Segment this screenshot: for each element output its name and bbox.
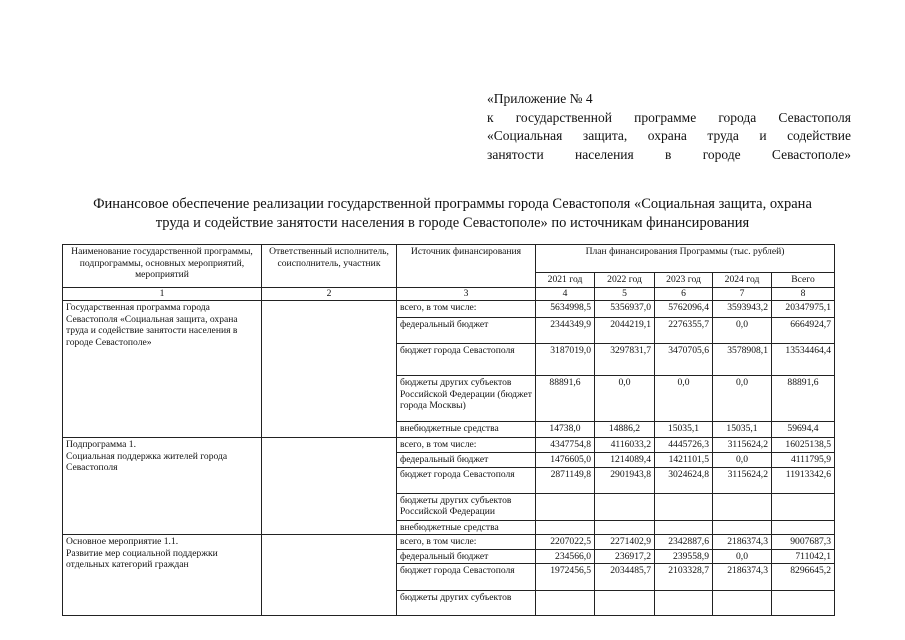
value-2024: 15035,1	[713, 422, 772, 438]
value-2024: 3593943,2	[713, 301, 772, 318]
header-name: Наименование государственной программы, подпрограммы, основных мероприятий, мероприятий	[63, 245, 262, 288]
value-total: 711042,1	[772, 549, 835, 564]
value-2021: 2344349,9	[536, 318, 595, 344]
value-2023	[655, 520, 713, 535]
value-2024: 2186374,3	[713, 564, 772, 591]
source-cell: бюджет города Севастополя	[397, 564, 536, 591]
value-2024	[713, 520, 772, 535]
value-total	[772, 493, 835, 520]
table-row	[63, 438, 835, 453]
value-2023	[655, 493, 713, 520]
value-2022: 2901943,8	[595, 467, 655, 493]
value-total: 4111795,9	[772, 452, 835, 467]
value-2022	[595, 591, 655, 616]
header-year-2024: 2024 год	[713, 273, 772, 288]
value-2023	[655, 591, 713, 616]
header-source: Источник финансирования	[397, 245, 536, 288]
value-total: 6664924,7	[772, 318, 835, 344]
value-2023: 5762096,4	[655, 301, 713, 318]
column-index: 4	[536, 288, 595, 301]
value-2022: 1214089,4	[595, 452, 655, 467]
source-cell: всего, в том числе:	[397, 301, 536, 318]
value-total: 59694,4	[772, 422, 835, 438]
appendix-number: «Приложение № 4	[487, 91, 593, 106]
source-cell: внебюджетные средства	[397, 422, 536, 438]
value-2022	[595, 493, 655, 520]
header-row	[63, 245, 835, 273]
source-cell: всего, в том числе:	[397, 535, 536, 550]
column-index: 5	[595, 288, 655, 301]
header-year-2022: 2022 год	[595, 273, 655, 288]
activity-title: Развитие мер социальной поддержки отдельных категорий граждан	[66, 547, 218, 570]
source-cell: внебюджетные средства	[397, 520, 536, 535]
value-2023: 2342887,6	[655, 535, 713, 550]
value-2022: 236917,2	[595, 549, 655, 564]
subprogram-number: Подпрограмма 1.	[66, 439, 136, 450]
value-2021: 2871149,8	[536, 467, 595, 493]
source-cell: бюджет города Севастополя	[397, 344, 536, 376]
value-2021: 1476605,0	[536, 452, 595, 467]
document-title	[40, 195, 865, 233]
header-year-2023: 2023 год	[655, 273, 713, 288]
column-index: 7	[713, 288, 772, 301]
value-total: 9007687,3	[772, 535, 835, 550]
column-index: 6	[655, 288, 713, 301]
column-index: 1	[63, 288, 262, 301]
value-2023: 3024624,8	[655, 467, 713, 493]
value-2022	[595, 520, 655, 535]
appendix-line: к государственной программе города Севастополя	[487, 109, 851, 125]
value-2023: 2103328,7	[655, 564, 713, 591]
value-2023: 0,0	[655, 376, 713, 422]
value-2021: 88891,6	[536, 376, 595, 422]
value-2021: 5634998,5	[536, 301, 595, 318]
source-cell: всего, в том числе:	[397, 438, 536, 453]
value-2021: 3187019,0	[536, 344, 595, 376]
value-total: 11913342,6	[772, 467, 835, 493]
value-2024: 0,0	[713, 318, 772, 344]
subprogram-name	[63, 438, 262, 535]
value-2022: 3297831,7	[595, 344, 655, 376]
subprogram-title: Социальная поддержка жителей города Севастополя	[66, 450, 228, 473]
source-cell: бюджет города Севастополя	[397, 467, 536, 493]
header-executor: Ответственный исполнитель, соисполнитель, участник	[262, 245, 397, 288]
source-cell: бюджеты других субъектов	[397, 591, 536, 616]
value-2023: 15035,1	[655, 422, 713, 438]
appendix-line: занятости населения в городе Севастополе»	[487, 146, 851, 162]
column-index: 2	[262, 288, 397, 301]
value-total: 16025138,5	[772, 438, 835, 453]
column-index: 8	[772, 288, 835, 301]
program-name: Государственная программа города Севастополя «Социальная защита, охрана труда и содействие занятости населения в городе Севастополе»	[63, 301, 262, 438]
source-cell: федеральный бюджет	[397, 452, 536, 467]
value-2023: 3470705,6	[655, 344, 713, 376]
value-2021: 1972456,5	[536, 564, 595, 591]
value-2024: 0,0	[713, 549, 772, 564]
header-year-2021: 2021 год	[536, 273, 595, 288]
activity-number: Основное мероприятие 1.1.	[66, 536, 179, 547]
value-total: 8296645,2	[772, 564, 835, 591]
value-2021: 4347754,8	[536, 438, 595, 453]
header-plan: План финансирования Программы (тыс. рублей)	[536, 245, 835, 273]
value-2024: 3578908,1	[713, 344, 772, 376]
value-2022: 4116033,2	[595, 438, 655, 453]
value-2023: 2276355,7	[655, 318, 713, 344]
title-line: труда и содействие занятости населения в городе Севастополе» по источникам финансирования	[155, 215, 750, 231]
value-total	[772, 520, 835, 535]
activity-name	[63, 535, 262, 616]
source-cell: федеральный бюджет	[397, 318, 536, 344]
source-cell: бюджеты других субъектов Российской Федерации (бюджет города Москвы)	[397, 376, 536, 422]
value-2021	[536, 493, 595, 520]
value-2022: 0,0	[595, 376, 655, 422]
source-cell: федеральный бюджет	[397, 549, 536, 564]
value-2024	[713, 493, 772, 520]
value-2023: 239558,9	[655, 549, 713, 564]
value-2024: 2186374,3	[713, 535, 772, 550]
executor-cell	[262, 438, 397, 535]
appendix-line: «Социальная защита, охрана труда и содействие	[487, 128, 851, 143]
value-total: 20347975,1	[772, 301, 835, 318]
value-2024: 0,0	[713, 376, 772, 422]
value-2023: 1421101,5	[655, 452, 713, 467]
appendix-heading	[487, 90, 851, 164]
value-2024	[713, 591, 772, 616]
value-2024: 3115624,2	[713, 438, 772, 453]
financing-table	[62, 244, 835, 616]
executor-cell	[262, 535, 397, 616]
value-2022: 2271402,9	[595, 535, 655, 550]
value-2021: 14738,0	[536, 422, 595, 438]
value-2024: 0,0	[713, 452, 772, 467]
column-index: 3	[397, 288, 536, 301]
value-2024: 3115624,2	[713, 467, 772, 493]
value-2022: 14886,2	[595, 422, 655, 438]
table-row	[63, 535, 835, 550]
value-total: 13534464,4	[772, 344, 835, 376]
column-index-row	[63, 288, 835, 301]
value-2021	[536, 520, 595, 535]
value-2021	[536, 591, 595, 616]
executor-cell	[262, 301, 397, 438]
value-2022: 2034485,7	[595, 564, 655, 591]
value-2022: 2044219,1	[595, 318, 655, 344]
title-line: Финансовое обеспечение реализации государственной программы города Севастополя «Социальная защита, охрана	[93, 196, 812, 212]
header-total: Всего	[772, 273, 835, 288]
value-2021: 2207022,5	[536, 535, 595, 550]
value-total	[772, 591, 835, 616]
value-2021: 234566,0	[536, 549, 595, 564]
value-2022: 5356937,0	[595, 301, 655, 318]
value-2023: 4445726,3	[655, 438, 713, 453]
value-total: 88891,6	[772, 376, 835, 422]
source-cell: бюджеты других субъектов Российской Федерации	[397, 493, 536, 520]
table-row	[63, 301, 835, 318]
